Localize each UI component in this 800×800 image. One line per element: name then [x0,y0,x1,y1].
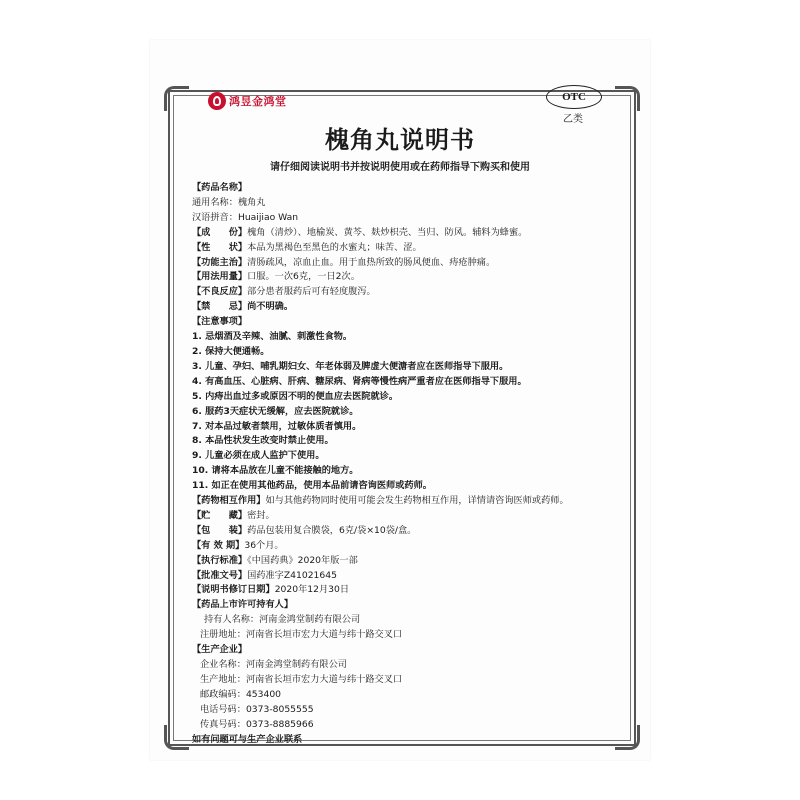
revision-row [192,583,612,598]
generic-name-row [192,196,612,211]
standard-label: 【执行标准】 [192,554,248,566]
ingredients-value: 槐角（清炒）、地榆炭、黄芩、麸炒枳壳、当归、防风。辅料为蜂蜜。 [247,226,528,238]
precaution-item: 8. 本品性状发生改变时禁止使用。 [192,435,334,447]
pinyin-value: Huaijiao Wan [237,211,299,223]
production-address-value: 河南省长垣市宏力大道与纬十路交叉口 [245,673,403,685]
contraindications-label: 【禁 忌】 [192,301,248,313]
company-name-value: 河南金鸿堂制药有限公司 [245,659,347,670]
interactions-label: 【药物相互作用】 [192,495,266,507]
section-header-drug-name: 【药品名称】 [192,182,248,193]
precaution-item: 2. 保持大便通畅。 [192,345,270,357]
standard-value: 《中国药典》2020年版一部 [247,554,358,566]
dosage-value: 口服。一次6克，一日2次。 [247,271,360,283]
approval-value: 国药准字Z41021645 [247,569,337,581]
package-label: 【包 装】 [192,524,248,536]
precaution-item: 11. 如正在使用其他药品，使用本品前请咨询医师或药师。 [192,480,432,492]
interactions-value: 如与其他药物同时使用可能会发生药物相互作用，详情请咨询医师或药师。 [265,495,569,507]
holder-name-row [192,613,612,628]
validity-value: 36个月。 [244,539,284,551]
document-title: 槐角丸说明书 [325,126,475,154]
corner-ornament [615,725,640,750]
indications-value: 清肠疏风，凉血止血。用于血热所致的肠风便血、痔疮肿痛。 [247,256,496,268]
production-address-label: 生产地址： [200,673,246,685]
section-header-manufacturer: 【生产企业】 [192,644,248,656]
ingredients-label: 【成 份】 [192,226,248,238]
adverse-label: 【不良反应】 [192,286,248,298]
dosage-row [192,270,612,285]
pinyin-label: 汉语拼音： [192,211,238,223]
adverse-row [192,285,612,300]
document-subtitle: 请仔细阅读说明书并按说明使用或在药师指导下购买和使用 [270,162,530,173]
fax-value: 0373-8885966 [245,718,314,730]
precaution-item: 6. 服药3天症状无缓解，应去医院就诊。 [192,405,359,417]
holder-address-row [192,628,612,643]
precaution-item: 10. 请将本品放在儿童不能接触的地方。 [192,465,359,477]
interactions-row [192,494,612,509]
ingredients-row [192,226,612,241]
instruction-content [192,181,612,747]
phone-row [192,703,612,718]
indications-label: 【功能主治】 [192,256,248,268]
section-header-holder: 【药品上市许可持有人】 [192,599,294,611]
contraindications-value: 尚不明确。 [247,301,294,313]
corner-ornament [164,725,189,750]
postal-code-value: 453400 [245,688,282,700]
storage-label: 【贮 藏】 [192,509,248,521]
appearance-label: 【性 状】 [192,241,248,253]
storage-row [192,509,612,524]
generic-name-label: 通用名称： [192,196,238,208]
postal-code-label: 邮政编码： [200,688,246,700]
production-address-row [192,673,612,688]
postal-code-row [192,688,612,703]
holder-address-label: 注册地址： [200,629,246,641]
appearance-value: 本品为黑褐色至黑色的水蜜丸；味苦、涩。 [247,241,422,253]
precaution-item: 7. 对本品过敏者禁用，过敏体质者慎用。 [192,420,362,432]
generic-name-value: 槐角丸 [237,196,266,208]
company-name-label: 企业名称： [200,659,246,670]
phone-value: 0373-8055555 [245,703,314,715]
indications-row [192,256,612,271]
logo-icon [208,92,226,110]
approval-label: 【批准文号】 [192,569,248,581]
fax-label: 传真号码： [200,718,246,730]
pinyin-row [192,211,612,226]
contraindications-row [192,300,612,315]
holder-name-label: 持有人名称： [204,614,260,626]
section-header-precautions: 【注意事项】 [192,316,248,328]
brand-logo [208,92,287,110]
package-value: 药品包装用复合膜袋，6克/袋×10袋/盒。 [247,524,417,536]
revision-label: 【说明书修订日期】 [192,584,275,596]
otc-category: 乙类 [563,114,583,125]
storage-value: 密封。 [247,509,275,521]
corner-ornament [615,86,640,111]
package-row [192,524,612,539]
instruction-sheet [150,40,650,760]
corner-ornament [164,86,189,111]
otc-badge: OTC [546,85,602,109]
precaution-item: 4. 有高血压、心脏病、肝病、糖尿病、肾病等慢性病严重者应在医师指导下服用。 [192,375,527,387]
precaution-item: 3. 儿童、孕妇、哺乳期妇女、年老体弱及脾虚大便溏者应在医师指导下服用。 [192,360,509,372]
footer-note: 如有问题可与生产企业联系 [192,733,303,745]
approval-row [192,569,612,584]
revision-value: 2020年12月30日 [274,584,350,596]
precaution-item: 1. 忌烟酒及辛辣、油腻、刺激性食物。 [192,331,353,343]
dosage-label: 【用法用量】 [192,271,248,283]
company-name-row [192,658,612,673]
fax-row [192,718,612,733]
holder-address-value: 河南省长垣市宏力大道与纬十路交叉口 [245,629,403,641]
precaution-item: 5. 内痔出血过多或原因不明的便血应去医院就诊。 [192,390,399,402]
validity-row [192,539,612,554]
precaution-item: 9. 儿童必须在成人监护下使用。 [192,450,325,462]
appearance-row [192,241,612,256]
adverse-value: 部分患者服药后可有轻度腹泻。 [247,286,376,298]
holder-name-value: 河南金鸿堂制药有限公司 [259,614,361,626]
phone-label: 电话号码： [200,703,246,715]
validity-label: 【有 效 期】 [192,539,245,551]
brand-name: 鸿昱金鸿堂 [229,95,287,108]
standard-row [192,554,612,569]
